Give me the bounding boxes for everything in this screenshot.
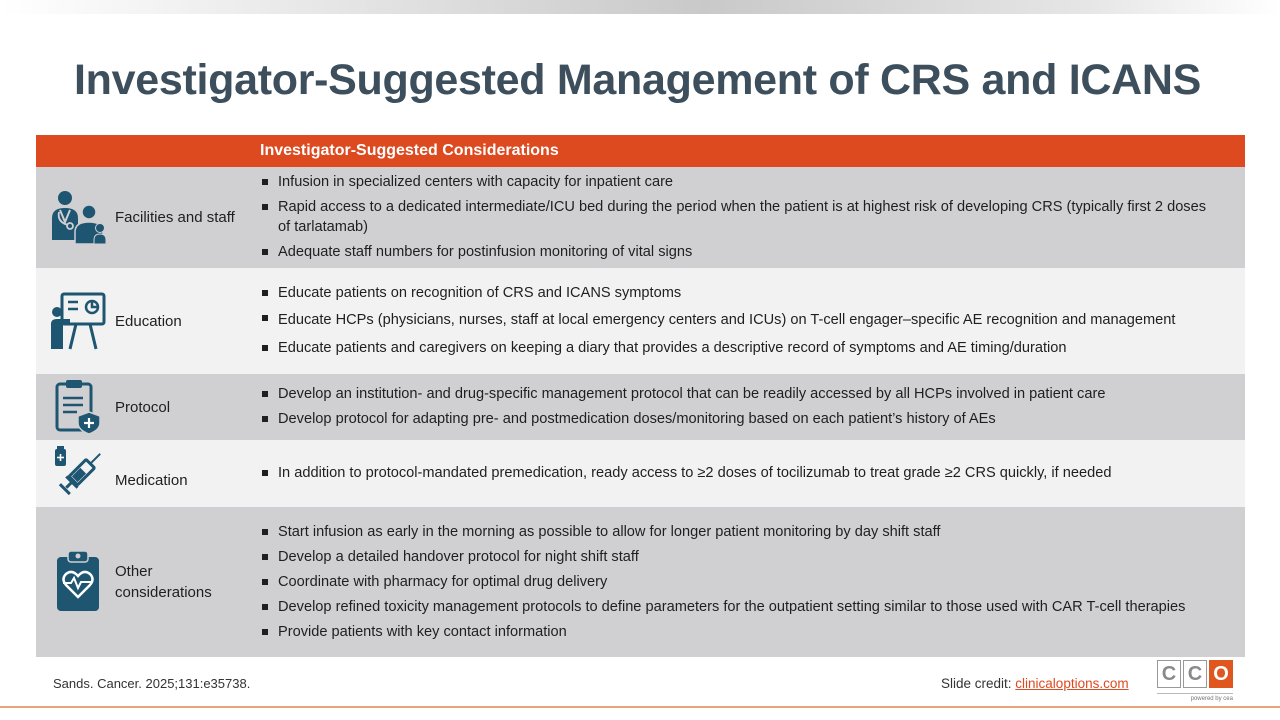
list-item: Coordinate with pharmacy for optimal drug delivery (260, 572, 1245, 592)
list-item: Educate patients on recognition of CRS and ICANS symptoms (260, 283, 1245, 303)
logo-letters (1157, 660, 1233, 688)
bullet-list (260, 440, 1245, 507)
staff-icon (46, 186, 110, 250)
bullet-list (260, 374, 1245, 440)
citation: Sands. Cancer. 2025;131:e35738. (53, 676, 251, 691)
list-item: Provide patients with key contact information (260, 622, 1245, 642)
top-gradient-bar (0, 0, 1280, 14)
clipboard-shield-icon (46, 375, 110, 439)
clipboard-heart-icon (46, 550, 110, 614)
row-category (36, 374, 260, 440)
syringe-icon (46, 442, 110, 506)
row-category (36, 440, 260, 507)
list-item: Educate HCPs (physicians, nurses, staff at local emergency centers and ICUs) on T-cell engager–specific AE recognition and management (260, 308, 1245, 333)
list-item: Develop an institution- and drug-specific management protocol that can be readily accessed by all HCPs involved in patient care (260, 384, 1245, 404)
logo-letter: O (1209, 660, 1233, 688)
logo-letter: C (1183, 660, 1207, 688)
list-item: Develop refined toxicity management protocols to define parameters for the outpatient setting similar to those used with CAR T-cell therapies (260, 597, 1245, 617)
list-item: Infusion in specialized centers with capacity for inpatient care (260, 172, 1245, 192)
cco-logo (1157, 660, 1233, 705)
row-category (36, 507, 260, 657)
table-row (36, 440, 1245, 507)
bullet-list (260, 167, 1245, 268)
credit-link[interactable]: clinicaloptions.com (1015, 676, 1129, 691)
credit-label: Slide credit: (941, 676, 1016, 691)
list-item: Educate patients and caregivers on keeping a diary that provides a descriptive record of symptoms and AE timing/duration (260, 338, 1245, 358)
considerations-table (36, 135, 1245, 657)
category-label: Education (115, 312, 182, 330)
logo-tagline: powered by cea (1157, 693, 1233, 702)
table-row (36, 268, 1245, 374)
row-category (36, 167, 260, 268)
table-row (36, 167, 1245, 268)
table-header-label: Investigator-Suggested Considerations (260, 142, 559, 159)
row-category (36, 268, 260, 374)
table-row (36, 507, 1245, 657)
table-row (36, 374, 1245, 440)
category-label: Protocol (115, 398, 171, 416)
list-item: Start infusion as early in the morning as possible to allow for longer patient monitoring by day shift staff (260, 522, 1245, 542)
list-item: In addition to protocol-mandated premedication, ready access to ≥2 doses of tocilizumab to treat grade ≥2 CRS quickly, if needed (260, 463, 1245, 483)
bullet-list (260, 507, 1245, 657)
list-item: Adequate staff numbers for postinfusion monitoring of vital signs (260, 242, 1245, 262)
table-header (36, 135, 1245, 167)
presentation-icon (46, 289, 110, 353)
bullet-list (260, 268, 1245, 374)
slide-title: Investigator-Suggested Management of CRS and ICANS (74, 56, 1202, 104)
slide-credit (941, 676, 1129, 691)
list-item: Develop a detailed handover protocol for night shift staff (260, 547, 1245, 567)
logo-letter: C (1157, 660, 1181, 688)
category-label: Other considerations (115, 563, 212, 601)
list-item: Rapid access to a dedicated intermediate/ICU bed during the period when the patient is at highest risk of developing CRS (typically first 2 doses of tarlatamab) (260, 197, 1245, 237)
category-label: Facilities and staff (115, 209, 235, 226)
list-item: Develop protocol for adapting pre- and postmedication doses/monitoring based on each patient’s history of AEs (260, 409, 1245, 429)
category-label: Medication (115, 472, 188, 489)
bottom-divider (0, 706, 1280, 708)
